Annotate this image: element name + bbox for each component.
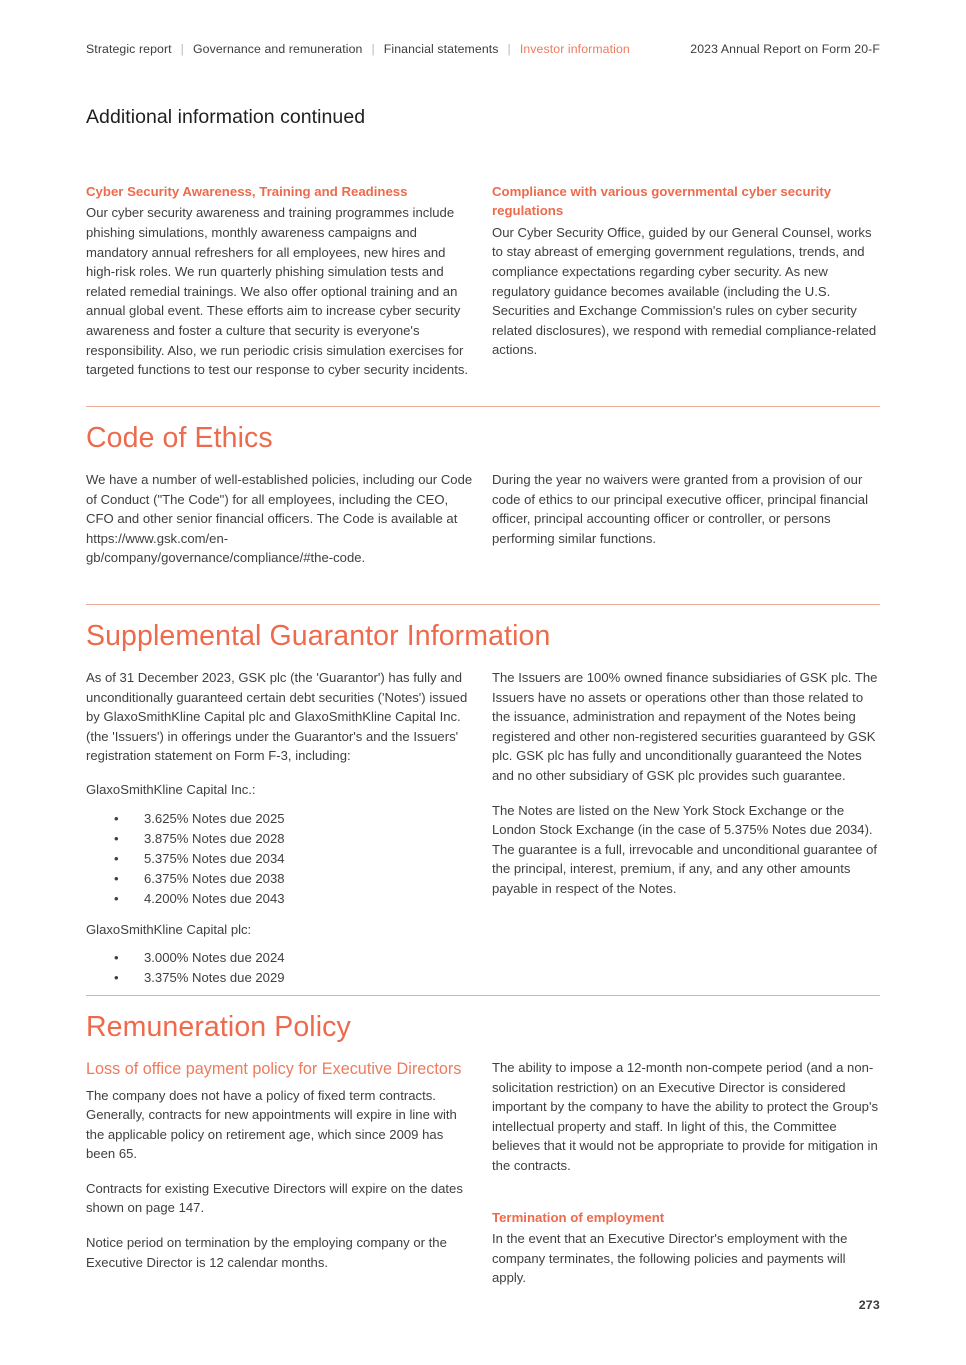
termination-of-employment-paragraph: In the event that an Executive Director's employment with the company terminates, the following policies and payments will apply.	[492, 1230, 848, 1286]
list-item: • 3.875% Notes due 2028	[86, 829, 473, 849]
supplemental-intro-paragraph: As of 31 December 2023, GSK plc (the 'Guarantor') has fully and unconditionally guaranteed certain debt securities ('Notes') issued by GlaxoSmithKline Capital plc and GlaxoSmithKline Capital Inc. (the 'Issuers') in offerings under the Guarantor's and the Issuers' registration statement on Form F-3, including:	[86, 670, 468, 764]
list-item: • 3.625% Notes due 2025	[86, 809, 473, 829]
code-of-ethics-left-column	[86, 470, 473, 568]
code-of-ethics-right-column	[492, 470, 879, 568]
list-item: • 3.000% Notes due 2024	[86, 948, 473, 968]
loss-of-office-paragraph-2: Contracts for existing Executive Directors will expire on the dates shown on page 147.	[86, 1180, 463, 1216]
cyber-compliance-paragraph: Our Cyber Security Office, guided by our General Counsel, works to stay abreast of emerging government regulations, trends, and compliance expectations regarding cyber security. As new regulatory guidance becomes available (including the U.S. Securities and Exchange Commission's rules on cyber security related disclosures), we respond with remedial compliance-related actions.	[492, 224, 877, 358]
breadcrumb-item-governance-and-remuneration[interactable]: Governance and remuneration	[192, 42, 363, 56]
issuer-one-notes-list	[86, 809, 473, 909]
remuneration-policy-title: Remuneration Policy	[86, 1011, 351, 1043]
issuer-one-label: GlaxoSmithKline Capital Inc.:	[86, 781, 256, 797]
breadcrumb-item-strategic-report[interactable]: Strategic report	[86, 42, 172, 56]
loss-of-office-paragraph-1: The company does not have a policy of fixed term contracts. Generally, contracts for new appointments will expire in line with the applicable policy on retirement age, which since 2009 has been 65.	[86, 1087, 457, 1162]
supplemental-left-column	[86, 668, 473, 988]
code-of-ethics-right-paragraph: During the year no waivers were granted from a provision of our code of ethics to our principal executive officer, principal financial officer, principal accounting officer or controller, or persons performing similar functions.	[492, 472, 869, 546]
breadcrumb-separator: |	[180, 42, 184, 56]
termination-of-employment-heading: Termination of employment	[492, 1209, 665, 1225]
supplemental-guarantor-header	[86, 604, 880, 654]
list-item: • 3.375% Notes due 2029	[86, 968, 473, 988]
remuneration-policy-section	[86, 1058, 880, 1288]
supplemental-guarantor-section	[86, 668, 880, 988]
remuneration-policy-header	[86, 995, 880, 1045]
code-of-ethics-section	[86, 470, 880, 568]
page-title: Additional information continued	[86, 106, 366, 128]
loss-of-office-paragraph-3: Notice period on termination by the employing company or the Executive Director is 12 calendar months.	[86, 1235, 447, 1270]
breadcrumb-separator: |	[507, 42, 511, 56]
supplemental-right-column	[492, 668, 879, 988]
section-rule	[86, 406, 880, 407]
cyber-security-section	[86, 182, 880, 380]
section-rule	[86, 995, 880, 996]
remuneration-left-column	[86, 1058, 473, 1288]
breadcrumb	[86, 40, 880, 58]
supplemental-right-paragraph-1: The Issuers are 100% owned finance subsidiaries of GSK plc. The Issuers have no assets or operations other than those related to the issuance, administration and repayment of the Notes being registered and other non-registered securities guaranteed by GSK plc. GSK plc has fully and unconditionally guaranteed the Notes and no other subsidiary of GSK plc provides such guarantee.	[492, 670, 878, 783]
loss-of-office-heading: Loss of office payment policy for Executive Directors	[86, 1060, 462, 1078]
cyber-security-right-column	[492, 182, 879, 380]
breadcrumb-item-investor-information[interactable]: Investor information	[519, 42, 630, 56]
cyber-compliance-heading: Compliance with various governmental cyber security regulations	[492, 184, 832, 219]
list-item: • 5.375% Notes due 2034	[86, 849, 473, 869]
list-item: • 4.200% Notes due 2043	[86, 889, 473, 909]
remuneration-right-column	[492, 1058, 879, 1288]
supplemental-guarantor-title: Supplemental Guarantor Information	[86, 620, 551, 652]
section-rule	[86, 604, 880, 605]
report-title: 2023 Annual Report on Form 20-F	[690, 42, 880, 56]
cyber-awareness-paragraph: Our cyber security awareness and training programmes include phishing simulations, monthly awareness campaigns and mandatory annual refreshers for all employees, new hires and high-risk roles. We run quarterly phishing simulation tests and related remedial trainings. We also offer optional training and an annual global event. These efforts aim to increase cyber security awareness and foster a culture that security is everyone's responsibility. Also, we run periodic crisis simulation exercises for targeted functions to test our response to cyber security incidents.	[86, 205, 469, 378]
breadcrumb-item-financial-statements[interactable]: Financial statements	[383, 42, 499, 56]
non-compete-paragraph: The ability to impose a 12-month non-compete period (and a non-solicitation restriction) on an Executive Director is considered important by the company to have the ability to protect the Group's intellectual property and staff. In light of this, the Committee believes that it would not be appropriate to provide for mitigation in the contracts.	[492, 1060, 879, 1173]
cyber-security-left-column	[86, 182, 473, 380]
code-of-ethics-left-paragraph: We have a number of well-established policies, including our Code of Conduct ("The Code") for all employees, including the CEO, CFO and other senior financial officers. The Code is available at https://www.gsk.com/en-gb/company/governance/compliance/#the-code.	[86, 472, 473, 566]
breadcrumb-separator: |	[371, 42, 375, 56]
supplemental-right-paragraph-2: The Notes are listed on the New York Stock Exchange or the London Stock Exchange (in the case of 5.375% Notes due 2034). The guarantee is a full, irrevocable and unconditional guarantee of the principal, interest, premium, if any, and any other amounts payable in respect of the Notes.	[492, 802, 878, 896]
code-of-ethics-title: Code of Ethics	[86, 422, 273, 454]
cyber-awareness-heading: Cyber Security Awareness, Training and Readiness	[86, 184, 408, 199]
issuer-two-notes-list	[86, 948, 473, 988]
code-of-ethics-header	[86, 406, 880, 456]
page-number: 273	[858, 1298, 880, 1312]
list-item: • 6.375% Notes due 2038	[86, 869, 473, 889]
issuer-two-label: GlaxoSmithKline Capital plc:	[86, 921, 252, 937]
